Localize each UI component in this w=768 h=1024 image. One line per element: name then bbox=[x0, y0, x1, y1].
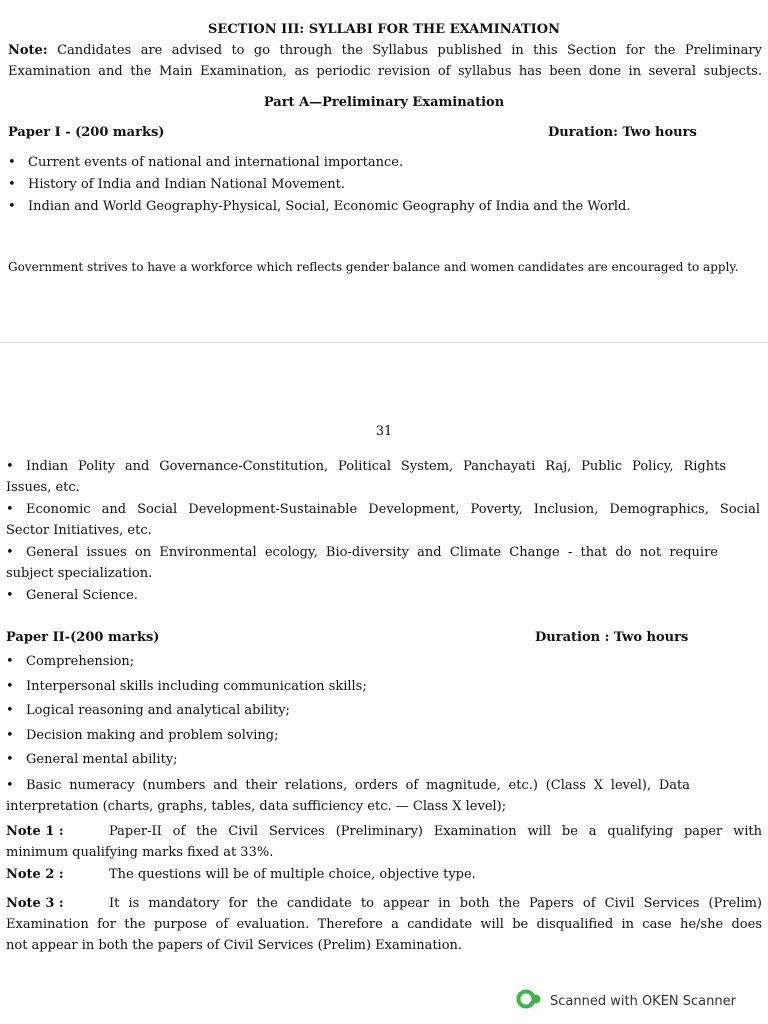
page-break bbox=[0, 342, 768, 429]
list-item: • Comprehension; bbox=[6, 651, 134, 672]
note3-label: Note 3 : bbox=[6, 896, 64, 911]
bullet-icon: • bbox=[8, 155, 16, 170]
page-number: 31 bbox=[375, 424, 393, 439]
note-label: Note: bbox=[8, 43, 48, 58]
note2: Note 2 : The questions will be of multiple choice, objective type. bbox=[6, 864, 476, 885]
bullet-icon: • bbox=[6, 654, 14, 669]
list-item: • Current events of national and international importance. bbox=[8, 152, 403, 173]
paper1-duration: Duration: Two hours bbox=[548, 125, 697, 140]
note2-label: Note 2 : bbox=[6, 867, 64, 882]
note-line: Candidates are advised to go through the Syllabus published in this Section for the Preliminary bbox=[57, 43, 762, 58]
scanner-text: Scanned with OKEN Scanner bbox=[550, 993, 736, 1009]
part-title: Part A—Preliminary Examination bbox=[263, 95, 505, 110]
list-item: • Indian Polity and Governance-Constitution, Political System, Panchayati Raj, Public Policy, Rights Issues, etc. bbox=[6, 456, 726, 498]
paper2-duration: Duration : Two hours bbox=[535, 630, 689, 645]
paper2-heading: Paper II-(200 marks) bbox=[6, 630, 160, 645]
note-paragraph bbox=[8, 40, 762, 82]
list-item: • Logical reasoning and analytical ability; bbox=[6, 700, 290, 721]
bullet-icon: • bbox=[6, 588, 14, 603]
bullet-icon: • bbox=[6, 703, 14, 718]
bullet-icon: • bbox=[6, 778, 14, 793]
section-title: SECTION III: SYLLABI FOR THE EXAMINATION bbox=[208, 22, 560, 37]
bullet-icon: • bbox=[8, 177, 16, 192]
scanner-badge bbox=[516, 991, 736, 1011]
paper1-heading: Paper I - (200 marks) bbox=[8, 125, 165, 140]
list-item: • General mental ability; bbox=[6, 749, 178, 770]
note-line: Examination and the Main Examination, as periodic revision of syllabus has been done in several subjects. bbox=[8, 64, 762, 79]
oken-logo-icon bbox=[516, 989, 542, 1013]
list-item: • Decision making and problem solving; bbox=[6, 725, 278, 746]
bullet-icon: • bbox=[6, 459, 14, 474]
bullet-icon: • bbox=[6, 728, 14, 743]
list-item: • Economic and Social Development-Sustainable Development, Poverty, Inclusion, Demographics, Social Sector Initiatives, etc. bbox=[6, 499, 760, 541]
list-item: • General Science. bbox=[6, 585, 138, 606]
list-item: • Basic numeracy (numbers and their relations, orders of magnitude, etc.) (Class X level), Data interpretation (charts, graphs, tables, data sufficiency etc. — Class X level); bbox=[6, 775, 690, 817]
list-item: • Interpersonal skills including communication skills; bbox=[6, 676, 367, 697]
note1: Note 1 : Paper-II of the Civil Services (Preliminary) Examination will be a qualifying paper with minimum qualifying marks fixed at 33%. bbox=[6, 821, 762, 863]
bullet-icon: • bbox=[6, 502, 14, 517]
bullet-icon: • bbox=[6, 679, 14, 694]
list-item: • History of India and Indian National Movement. bbox=[8, 174, 345, 195]
note3: Note 3 : It is mandatory for the candidate to appear in both the Papers of Civil Services (Prelim) Examination for the purpose of evaluation. Therefore a candidate will be disqualified in case he/she does not appear in both the papers of Civil Services (Prelim) Examination. bbox=[6, 893, 762, 956]
bullet-icon: • bbox=[6, 545, 14, 560]
bullet-icon: • bbox=[6, 752, 14, 767]
note1-label: Note 1 : bbox=[6, 824, 64, 839]
gov-statement: Government strives to have a workforce which reflects gender balance and women candidates are encouraged to apply. bbox=[8, 260, 739, 274]
bullet-icon: • bbox=[8, 199, 16, 214]
list-item: • Indian and World Geography-Physical, Social, Economic Geography of India and the World. bbox=[8, 196, 631, 217]
list-item: • General issues on Environmental ecology, Bio-diversity and Climate Change - that do not require subject specialization. bbox=[6, 542, 718, 584]
